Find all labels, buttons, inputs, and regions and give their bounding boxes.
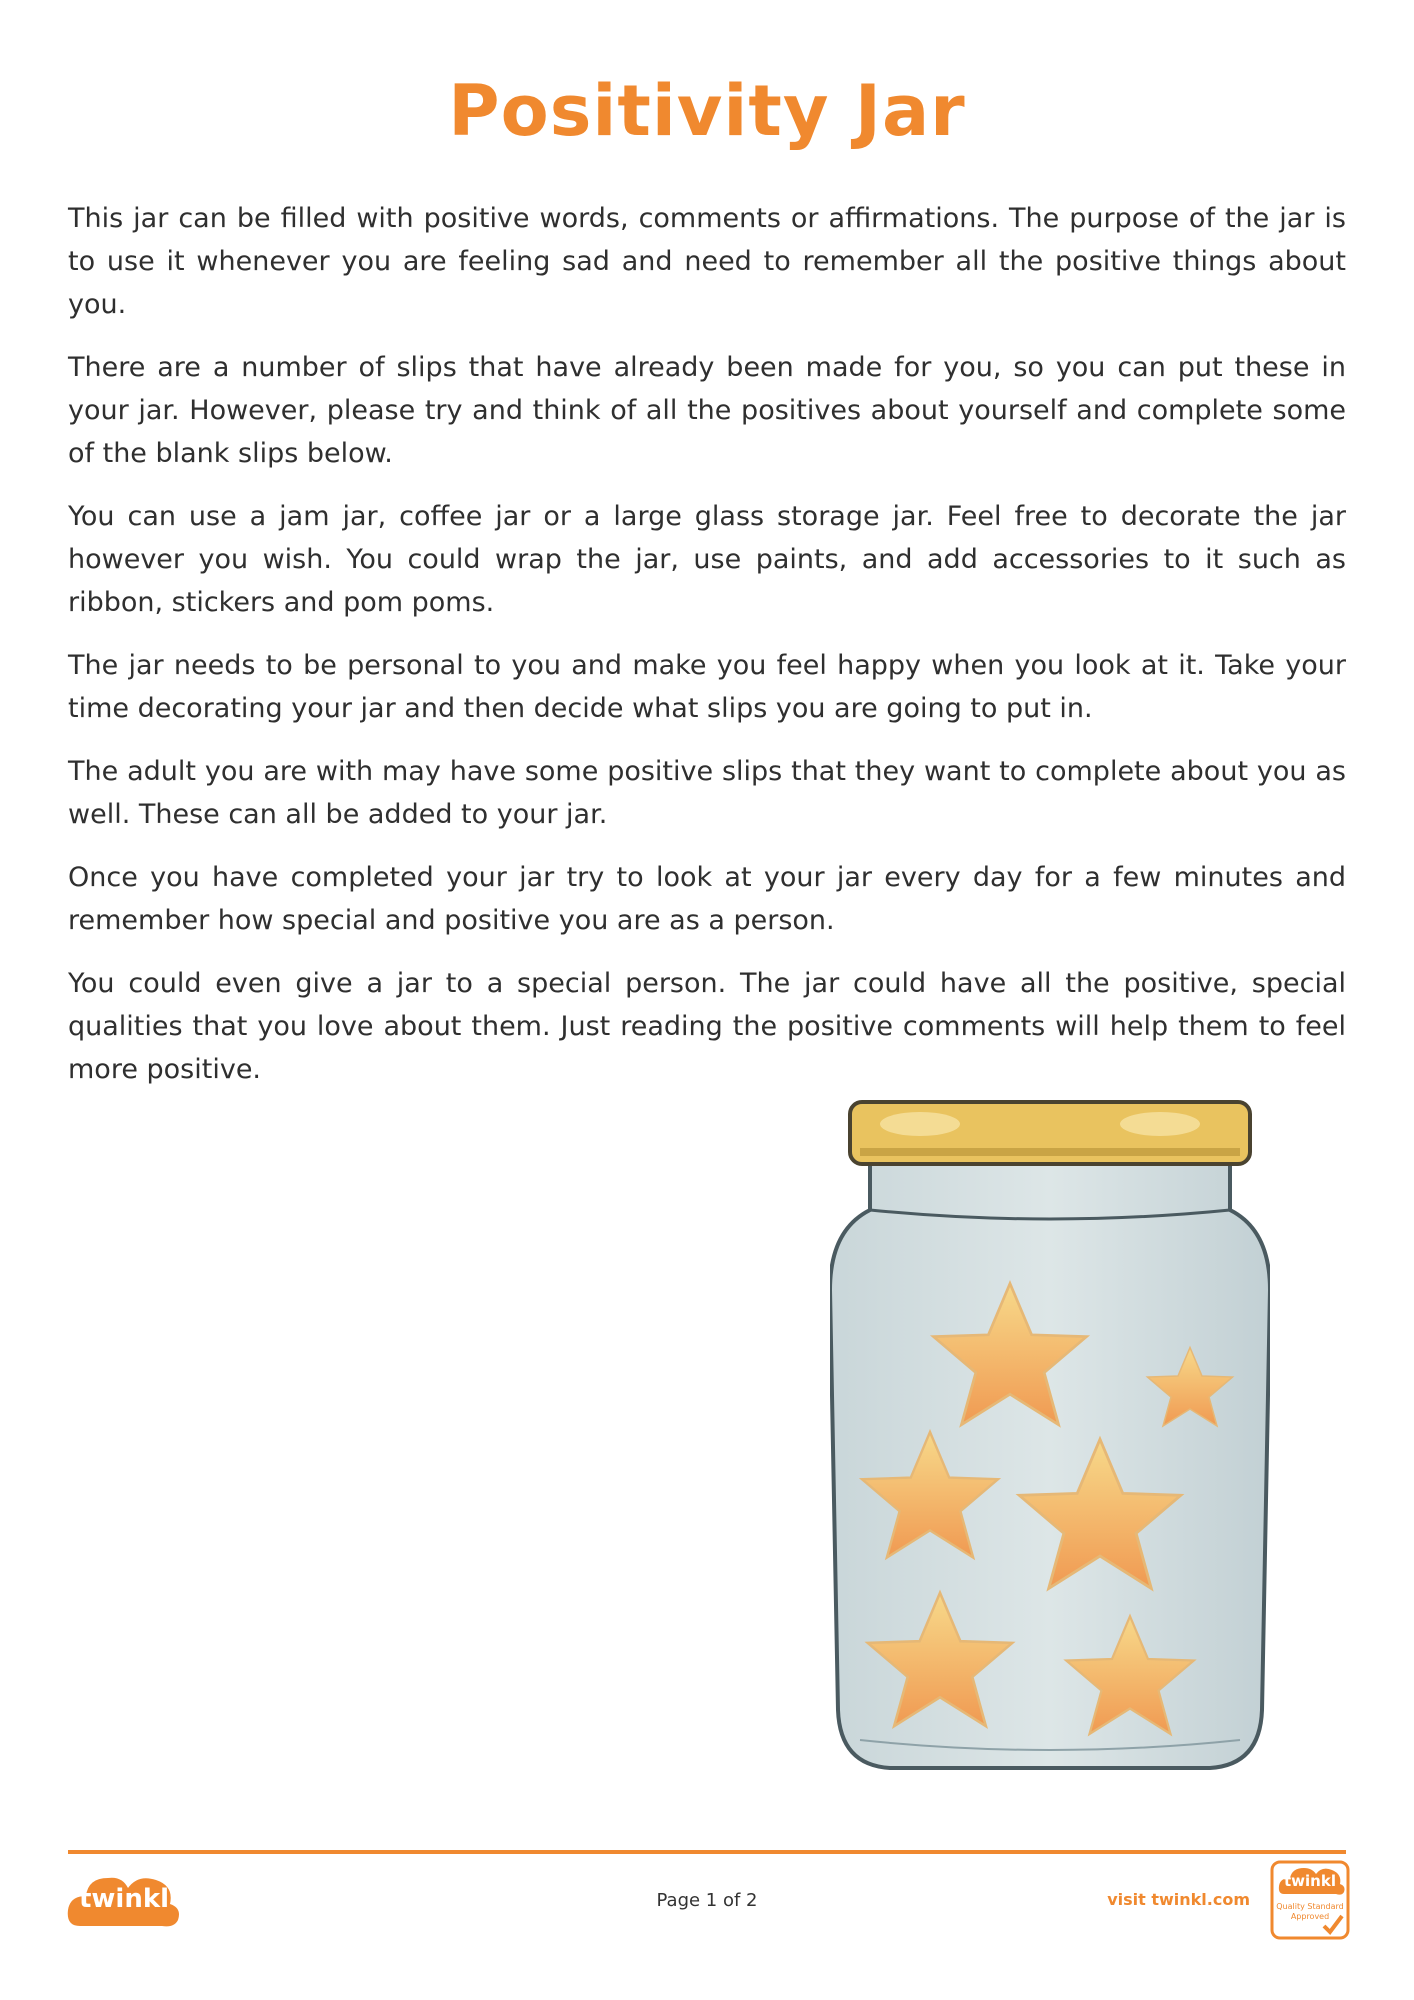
badge-line: Approved xyxy=(1290,1912,1330,1921)
paragraph: The adult you are with may have some positive slips that they want to complete about you as well. These can all be added to your jar. xyxy=(68,756,1346,830)
footer-logo-text: twinkl xyxy=(78,1884,170,1914)
star-jar-illustration xyxy=(830,1100,1270,1780)
page-number: Page 1 of 2 xyxy=(656,1890,758,1911)
badge-brand: twinkl xyxy=(1284,1872,1336,1890)
visit-link[interactable]: visit twinkl.com xyxy=(1107,1890,1250,1909)
body-text xyxy=(68,197,1346,1111)
paragraph: Once you have completed your jar try to look at your jar every day for a few minutes and remember how special and positive you are as a person. xyxy=(68,862,1346,936)
paragraph: There are a number of slips that have already been made for you, so you can put these in your jar. However, please try and think of all the positives about yourself and complete some of the blank slips below. xyxy=(68,352,1346,469)
jar-glass xyxy=(830,1160,1270,1768)
paragraph: The jar needs to be personal to you and make you feel happy when you look at it. Take your time decorating your jar and then decide what slips you are going to put in. xyxy=(68,650,1346,724)
paragraph: You can use a jam jar, coffee jar or a large glass storage jar. Feel free to decorate the jar however you wish. You could wrap the jar, use paints, and add accessories to it such as ribbon, stickers and pom poms. xyxy=(68,501,1346,618)
footer-divider xyxy=(68,1850,1346,1854)
badge-line: Quality Standard xyxy=(1276,1902,1344,1911)
paragraph: You could even give a jar to a special person. The jar could have all the positive, special qualities that you love about them. Just reading the positive comments will help them to feel more positive. xyxy=(68,968,1346,1085)
paragraph: This jar can be filled with positive words, comments or affirmations. The purpose of the jar is to use it whenever you are feeling sad and need to remember all the positive things about you. xyxy=(68,203,1346,320)
page-title: Positivity Jar xyxy=(448,70,966,152)
